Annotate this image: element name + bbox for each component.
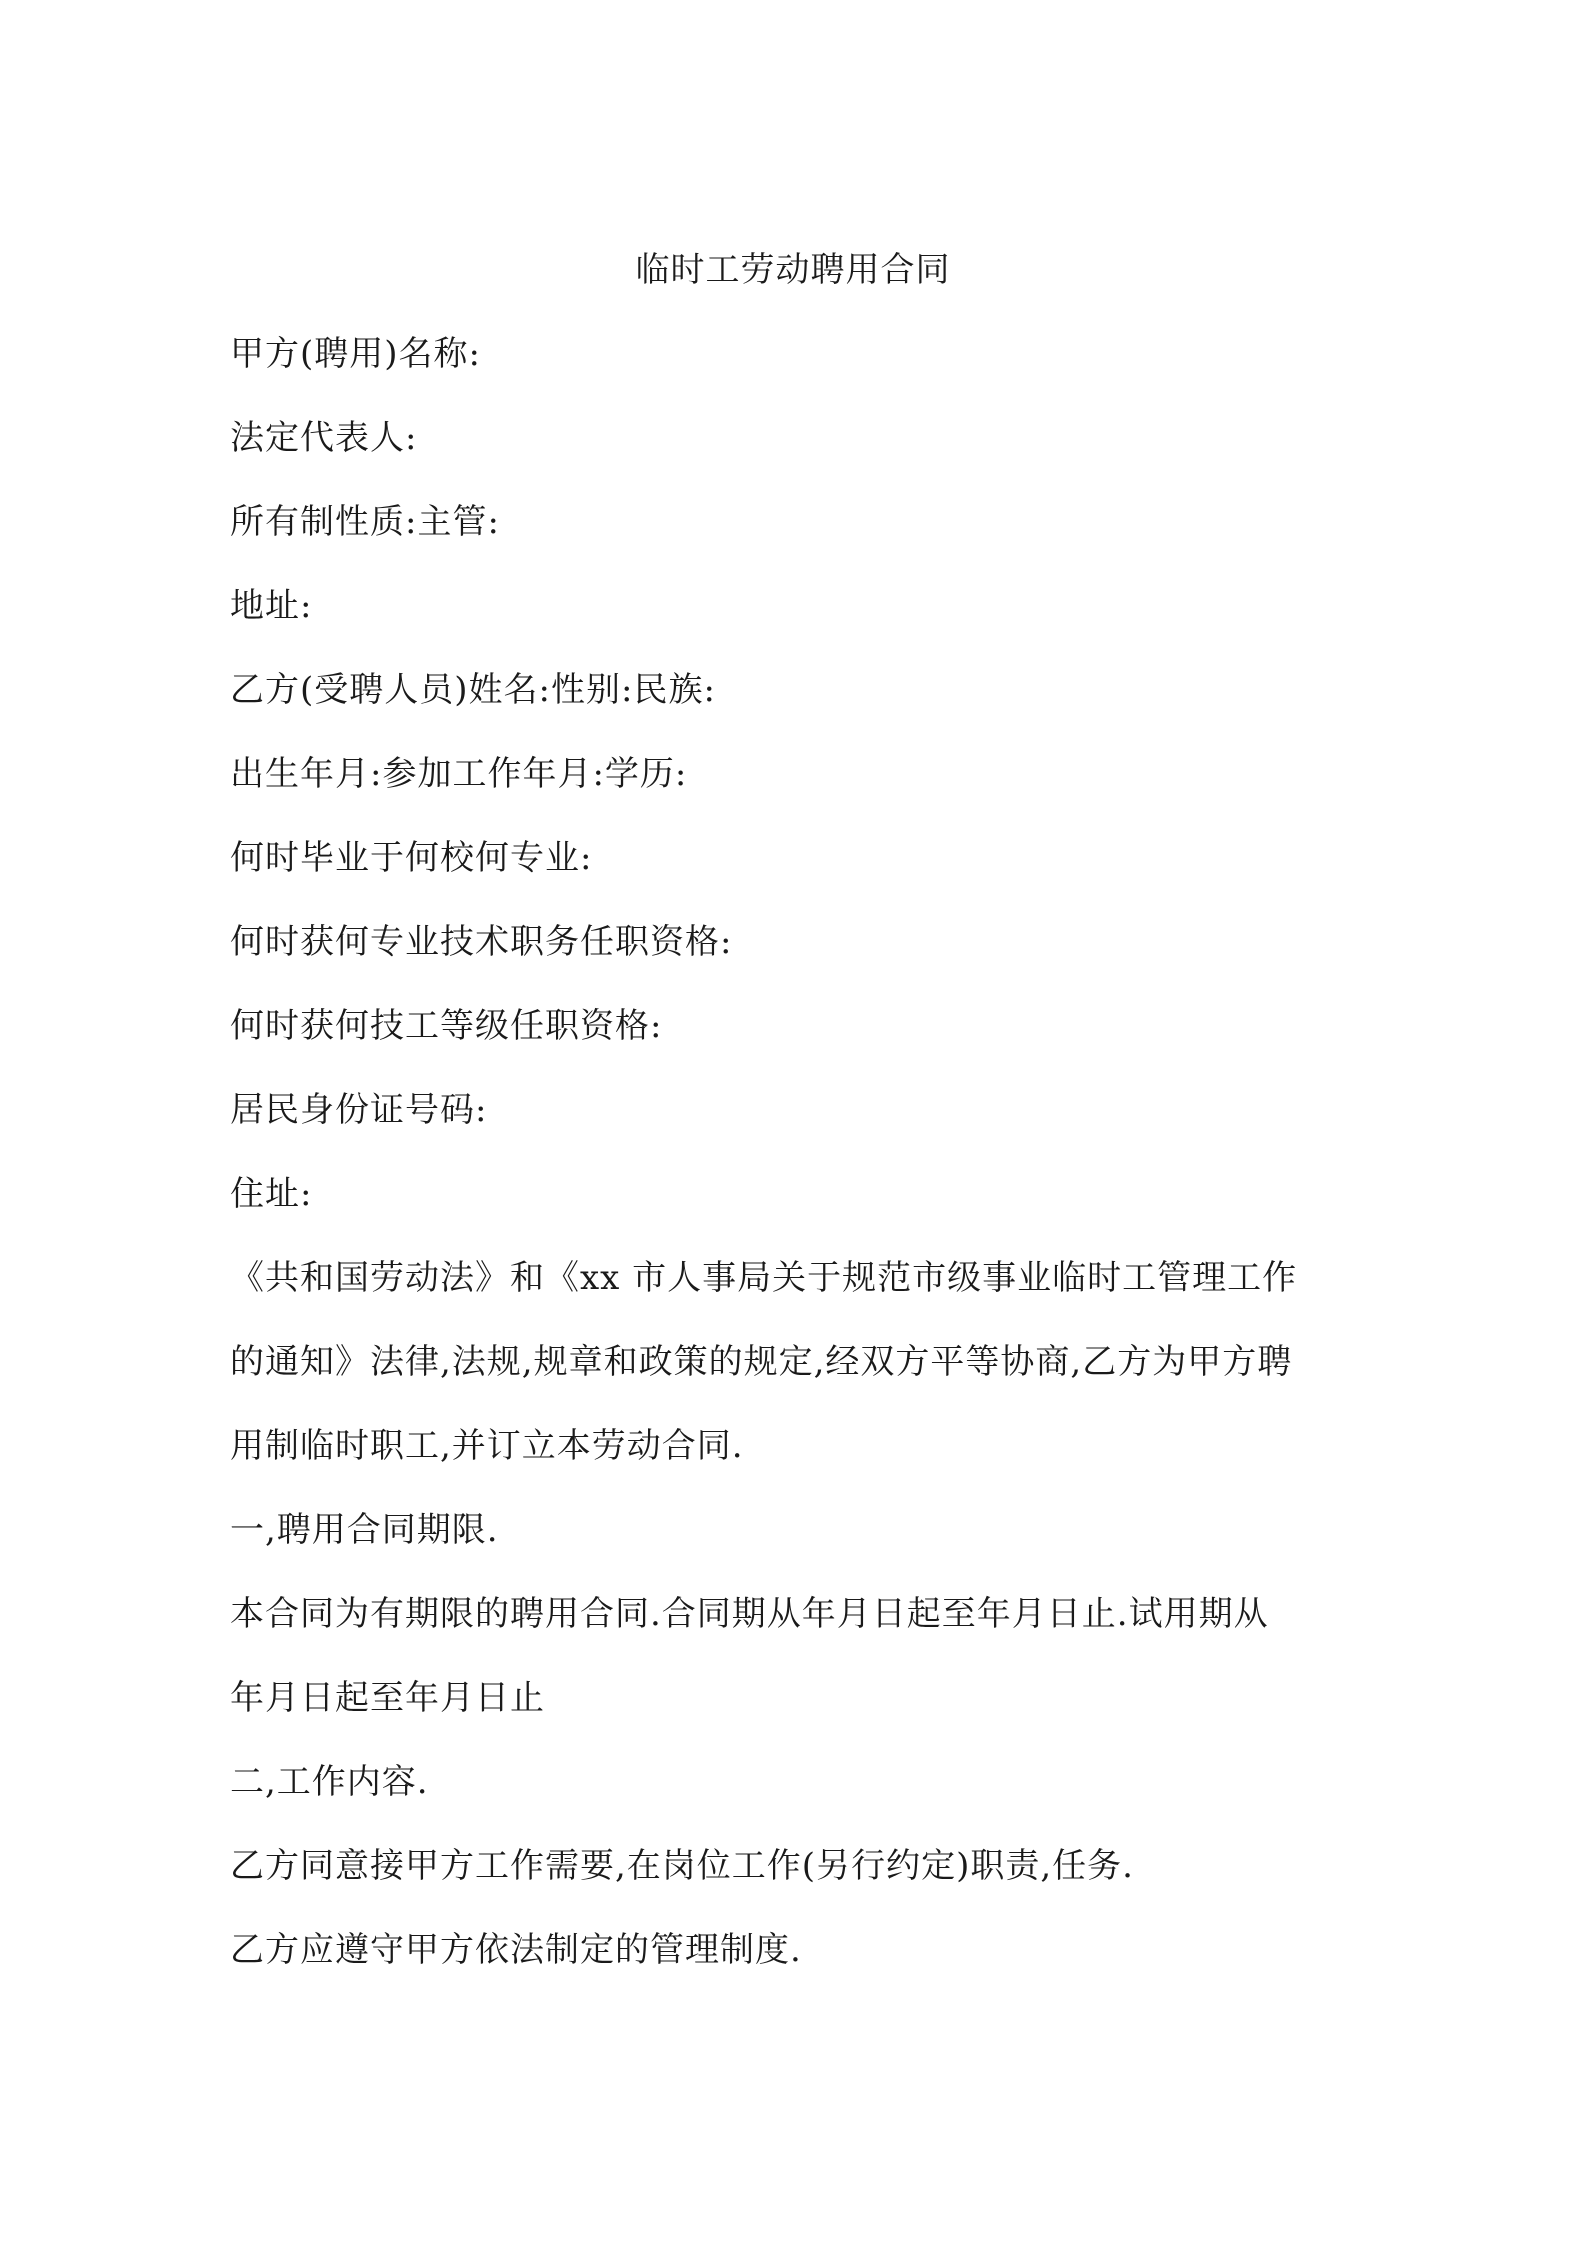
field-technician-qualification: 何时获何技工等级任职资格: (230, 1006, 663, 1046)
term-line-1: 本合同为有期限的聘用合同.合同期从年月日起至年月日止.试用期从 (230, 1594, 1269, 1634)
work-content-line-1: 乙方同意接甲方工作需要,在岗位工作(另行约定)职责,任务. (230, 1846, 1134, 1886)
term-line-2: 年月日起至年月日止 (230, 1678, 545, 1718)
field-party-a-name: 甲方(聘用)名称: (230, 334, 481, 374)
field-graduation: 何时毕业于何校何专业: (230, 838, 593, 878)
field-address: 地址: (230, 586, 313, 626)
document-title: 临时工劳动聘用合同 (635, 250, 951, 290)
field-party-b-info: 乙方(受聘人员)姓名:性别:民族: (230, 670, 716, 710)
preamble-line-1: 《共和国劳动法》和《xx 市人事局关于规范市级事业临时工管理工作 (230, 1258, 1298, 1298)
field-birth-work-education: 出生年月:参加工作年月:学历: (230, 754, 688, 794)
field-residence: 住址: (230, 1174, 313, 1214)
field-id-number: 居民身份证号码: (230, 1090, 488, 1130)
field-legal-representative: 法定代表人: (230, 418, 418, 458)
field-professional-qualification: 何时获何专业技术职务任职资格: (230, 922, 733, 962)
document-body (230, 326, 1370, 2006)
preamble-line-3: 用制临时职工,并订立本劳动合同. (230, 1426, 744, 1466)
section-heading-term: 一,聘用合同期限. (230, 1510, 499, 1550)
preamble-line-2: 的通知》法律,法规,规章和政策的规定,经双方平等协商,乙方为甲方聘 (230, 1342, 1293, 1382)
field-ownership-supervisor: 所有制性质:主管: (230, 502, 500, 542)
work-content-line-2: 乙方应遵守甲方依法制定的管理制度. (230, 1930, 802, 1970)
section-heading-work-content: 二,工作内容. (230, 1762, 429, 1802)
